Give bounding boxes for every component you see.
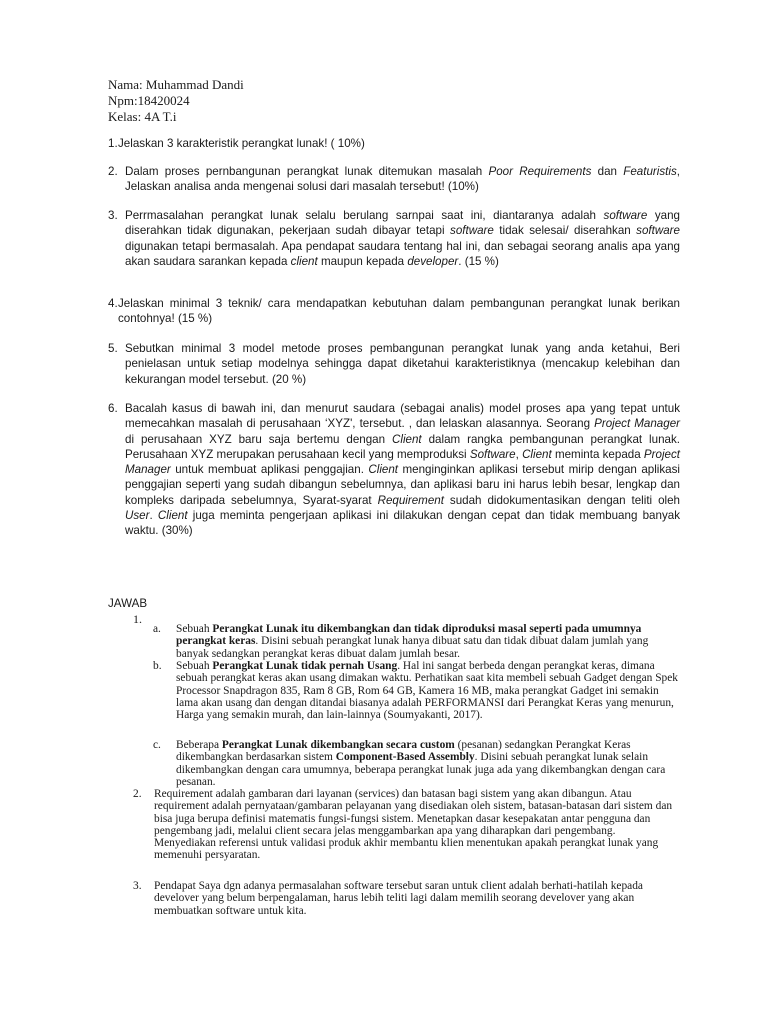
question-2	[108, 164, 680, 195]
question-text: Bacalah kasus di bawah ini, dan menurut saudara (sebagai analis) model proses apa yang tepat untuk memecahkan masalah di perusahaan ‘XYZ', tersebut. , dan lelaskan alasannya. Seorang Project Manager di perusahaan XYZ baru saja bertemu dengan Client dalam rangka pembangunan perangkat lunak. Perusahaan XYZ merupakan perusahaan kecil yang memproduksi Software, Client meminta kepada Project Manager untuk membuat aplikasi penggajian. Client menginginkan aplikasi tersebut mirip dengan aplikasi penggajian seperti yang sudah dibangun sebelumnya, dan aplikasi baru ini harus lebih besar, lengkap dan kompleks daripada sebelumnya, Syarat-syarat Requirement sudah didokumentasikan dengan teliti oleh User. Client juga meminta pengerjaan aplikasi ini dilakukan dengan cepat dan tidak membuang banyak waktu. (30%)	[125, 402, 680, 538]
item-text: Sebuah Perangkat Lunak itu dikembangkan dan tidak diproduksi masal seperti pada umumnya perangkat keras. Disini sebuah perangkat lunak hanya dibuat satu dan tidak dibuat dalam jumlah yang banyak sedangkan perangkat keras dibuat dalam jumlah besar.	[176, 623, 649, 660]
answer-1a	[153, 623, 678, 660]
student-npm: Npm:18420024	[108, 93, 190, 108]
question-text: Jelaskan 3 karakteristik perangkat lunak! ( 10%)	[118, 137, 365, 150]
item-label: a.	[153, 623, 161, 635]
answer-3	[133, 880, 678, 917]
student-class: Kelas: 4A T.i	[108, 109, 177, 124]
question-text: Perrmasalahan perangkat lunak selalu berulang sarnpai saat ini, diantaranya adalah software yang diserahkan tidak digunakan, pekerjaan sudah dibayar tetapi software tidak selesai/ diserahkan software digunakan tetapi bermasalah. Apa pendapat saudara tentang hal ini, dan sebagai seorang analis apa yang akan saudara sarankan kepada client maupun kepada developer. (15 %)	[125, 209, 680, 268]
item-label: c.	[153, 739, 161, 751]
question-number: 6.	[108, 402, 118, 415]
student-name: Nama: Muhammad Dandi	[108, 77, 244, 92]
answer-text: Requirement adalah gambaran dari layanan (services) dan batasan bagi sistem yang akan dibangun. Atau requirement adalah pernyataan/gambaran pelayanan yang disediakan oleh sistem, batasan-batasan dari sistem dan bisa juga berupa definisi matematis fungsi-fungsi sistem. Menetapkan dasar kesepakatan antar pengguna dan pengembang jadi, melalui client secara jelas menggambarkan apa yang diharapkan dari pengembang. Menyediakan referensi untuk validasi produk akhir membantu klien menentukan apakah perangkat lunak yang memenuhi persyaratan.	[154, 788, 673, 862]
question-number: 2.	[108, 165, 118, 178]
item-text: Sebuah Perangkat Lunak tidak pernah Usang. Hal ini sangat berbeda dengan perangkat keras, dimana sebuah perangkat keras akan usang dimakan waktu. Perhatikan saat kita membeli sebuah Gadget dengan Spek Processor Snapdragon 835, Ram 8 GB, Rom 64 GB, Kamera 16 MB, maka perangkat Gadget ini semakin lama akan usang dan dengan ditandai biasanya adalah PERFORMANSI dari Perangkat Keras yang menurun, Harga yang semakin murah, dan lain-lainnya (Soumyakanti, 2017).	[176, 660, 678, 722]
question-number: 3.	[108, 209, 118, 222]
answer-number: 3.	[133, 880, 142, 892]
question-6	[108, 401, 680, 539]
answer-number: 2.	[133, 788, 142, 800]
jawab-heading: JAWAB	[108, 597, 148, 610]
answer-1b	[153, 660, 678, 721]
question-5	[108, 341, 680, 387]
question-text: Jelaskan minimal 3 teknik/ cara mendapatkan kebutuhan dalam pembangunan perangkat lunak berikan contohnya! (15 %)	[118, 297, 680, 326]
answer-text: Pendapat Saya dgn adanya permasalahan software tersebut saran untuk client adalah berhati-hatilah kepada develover yang belum berpengalaman, harus lebih teliti lagi dalam memilih seorang develover yang akan membuatkan software untuk kita.	[154, 880, 643, 917]
answer-1-number: 1.	[133, 612, 142, 626]
student-header	[108, 77, 244, 125]
question-text: Dalam proses pernbangunan perangkat lunak ditemukan masalah Poor Requirements dan Featuristis, Jelaskan analisa anda mengenai solusi dari masalah tersebut! (10%)	[125, 165, 680, 194]
question-number: 4.	[108, 297, 118, 310]
question-number: 5.	[108, 342, 118, 355]
question-4	[108, 296, 680, 327]
item-text: Beberapa Perangkat Lunak dikembangkan secara custom (pesanan) sedangkan Perangkat Keras dikembangkan berdasarkan sistem Component-Based Assembly. Disini sebuah perangkat lunak selain dikembangkan dengan cara umumnya, beberapa perangkat lunak juga ada yang dikembangkan dengan cara pesanan.	[176, 739, 666, 788]
question-1	[108, 136, 680, 151]
answer-1c	[153, 739, 678, 788]
item-label: b.	[153, 660, 162, 672]
question-number: 1.	[108, 137, 118, 150]
question-text: Sebutkan minimal 3 model metode proses pembangunan perangkat lunak yang anda ketahui, Beri penielasan untuk setiap modelnya sehingga dapat diketahui karakteristiknya (mencakup kelebihan dan kekurangan model tersebut. (20 %)	[125, 342, 680, 386]
answer-2	[133, 788, 678, 862]
question-3	[108, 208, 680, 269]
